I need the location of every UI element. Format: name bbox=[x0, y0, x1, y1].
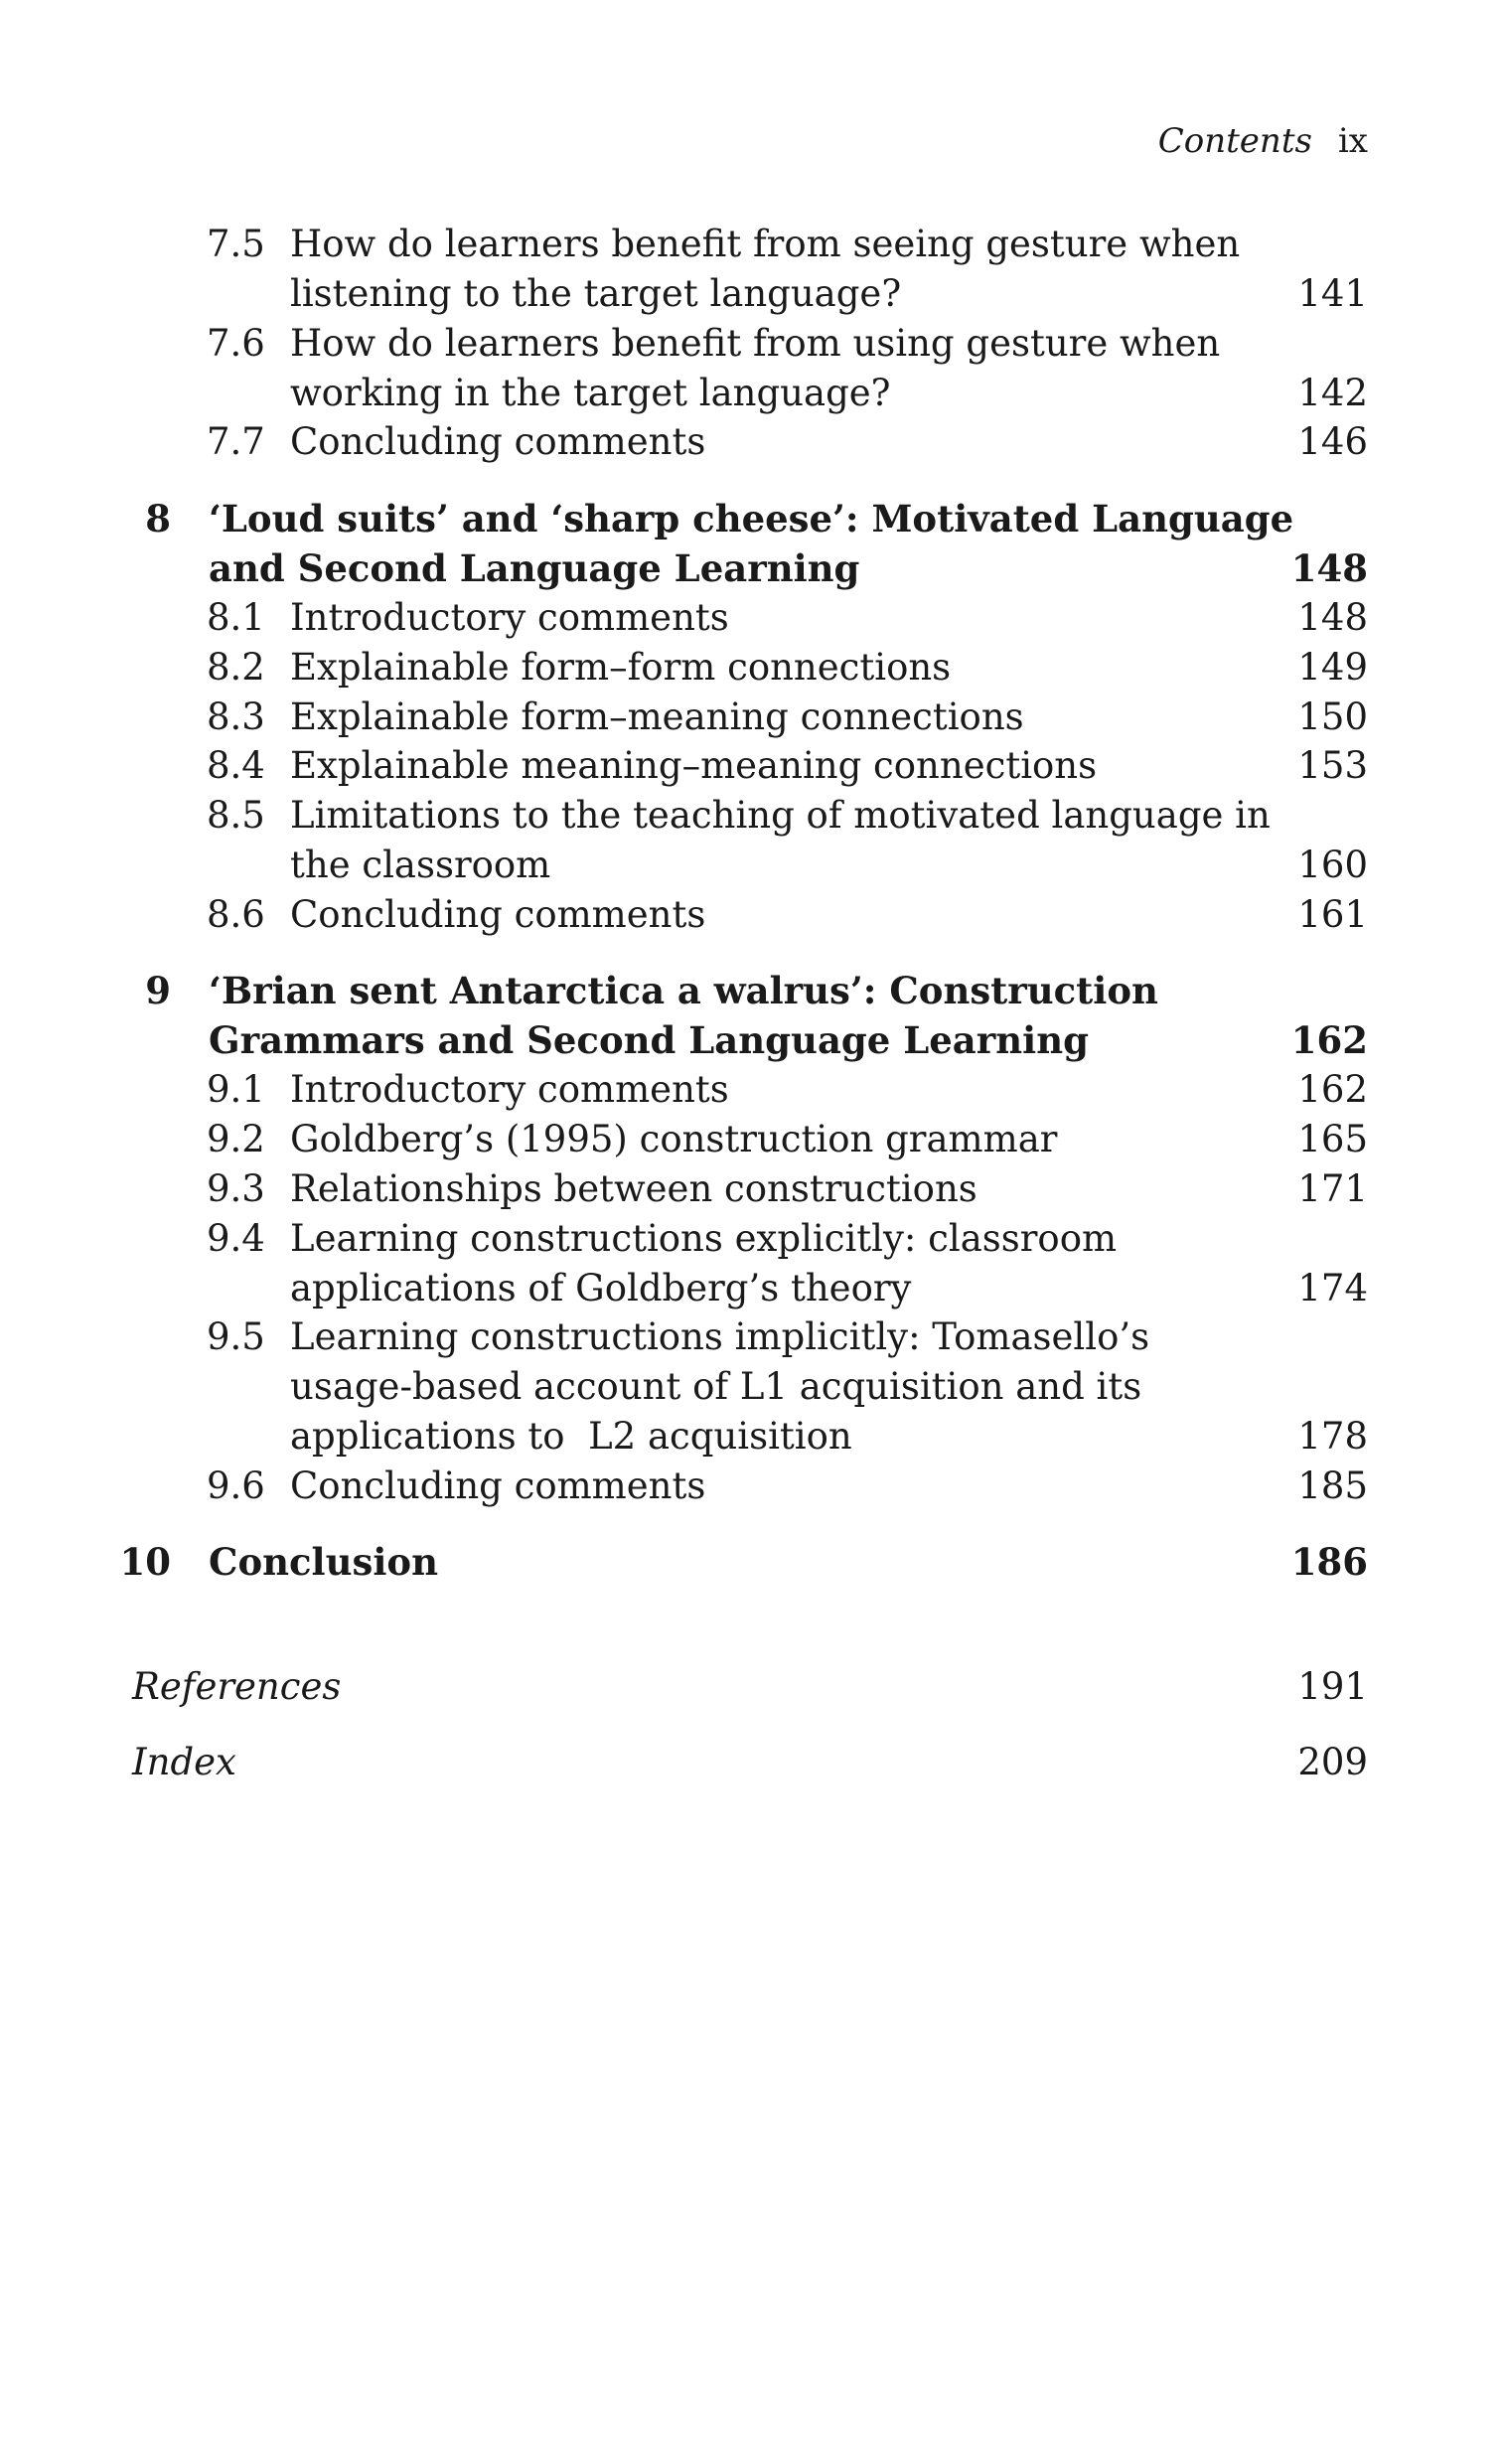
section-title-line: applications to L2 acquisition bbox=[290, 1415, 852, 1458]
toc-entry-9-5[interactable] bbox=[0, 1312, 1502, 1362]
back-matter-title: Index bbox=[132, 1741, 236, 1783]
chapter-number: 9 bbox=[145, 969, 171, 1012]
section-title-line: Concluding comments bbox=[290, 420, 706, 463]
section-number: 8.1 bbox=[207, 596, 265, 639]
page-number: 186 bbox=[1290, 1540, 1368, 1584]
page-number: 162 bbox=[1290, 1018, 1368, 1062]
toc-entry-8-5-cont[interactable] bbox=[0, 841, 1502, 890]
section-title-line: Goldberg’s (1995) construction grammar bbox=[290, 1118, 1058, 1160]
header-page-number: ix bbox=[1337, 121, 1368, 161]
section-number: 7.7 bbox=[207, 420, 265, 463]
toc-entry-9-4-cont[interactable] bbox=[0, 1264, 1502, 1313]
section-number: 8.6 bbox=[207, 893, 265, 936]
section-number: 7.6 bbox=[207, 322, 265, 365]
section-title-line: Learning constructions implicitly: Tomasello’s bbox=[290, 1315, 1150, 1358]
toc-chapter-9[interactable] bbox=[0, 966, 1502, 1015]
section-title-line: Concluding comments bbox=[290, 1464, 706, 1507]
chapter-title-line: Conclusion bbox=[209, 1540, 438, 1584]
page-number: 142 bbox=[1297, 372, 1368, 414]
page-number: 209 bbox=[1297, 1741, 1368, 1783]
section-number: 8.3 bbox=[207, 695, 265, 738]
section-number: 9.1 bbox=[207, 1068, 265, 1111]
chapter-number: 10 bbox=[119, 1540, 171, 1584]
back-matter-title: References bbox=[132, 1665, 342, 1708]
section-title-line: listening to the target language? bbox=[290, 272, 902, 315]
toc-chapter-9-cont[interactable] bbox=[0, 1015, 1502, 1065]
section-title-line: Relationships between constructions bbox=[290, 1167, 977, 1210]
section-title-line: Introductory comments bbox=[290, 1068, 729, 1111]
section-title-line: How do learners benefit from seeing gesture when bbox=[290, 223, 1241, 265]
toc-entry-8-1[interactable] bbox=[0, 593, 1502, 643]
toc-entry-7-6[interactable] bbox=[0, 319, 1502, 369]
section-title-line: Explainable meaning–meaning connections bbox=[290, 744, 1098, 787]
section-title-line: applications of Goldberg’s theory bbox=[290, 1267, 912, 1309]
toc-entry-8-3[interactable] bbox=[0, 693, 1502, 742]
section-number: 9.6 bbox=[207, 1464, 265, 1507]
toc-chapter-8[interactable] bbox=[0, 494, 1502, 543]
toc-entry-8-4[interactable] bbox=[0, 741, 1502, 791]
section-title-line: usage-based account of L1 acquisition and its bbox=[290, 1365, 1142, 1408]
toc-references[interactable] bbox=[0, 1662, 1502, 1712]
page-number: 185 bbox=[1297, 1464, 1368, 1507]
page-number: 171 bbox=[1297, 1167, 1368, 1210]
section-number: 9.3 bbox=[207, 1167, 265, 1210]
page-number: 178 bbox=[1297, 1415, 1368, 1458]
section-title-line: Learning constructions explicitly: classroom bbox=[290, 1217, 1118, 1260]
page-number: 165 bbox=[1297, 1118, 1368, 1160]
section-title-line: Concluding comments bbox=[290, 893, 706, 936]
section-title-line: How do learners benefit from using gesture when bbox=[290, 322, 1221, 365]
toc-index[interactable] bbox=[0, 1738, 1502, 1787]
section-title-line: Introductory comments bbox=[290, 596, 729, 639]
page-number: 150 bbox=[1297, 695, 1368, 738]
toc-entry-9-3[interactable] bbox=[0, 1164, 1502, 1214]
toc-chapter-10[interactable] bbox=[0, 1537, 1502, 1587]
page-header bbox=[1158, 117, 1368, 165]
page-number: 153 bbox=[1297, 744, 1368, 787]
toc-entry-9-1[interactable] bbox=[0, 1065, 1502, 1115]
section-title-line: Explainable form–meaning connections bbox=[290, 695, 1024, 738]
toc-entry-8-2[interactable] bbox=[0, 643, 1502, 693]
toc-chapter-8-cont[interactable] bbox=[0, 543, 1502, 593]
section-number: 9.4 bbox=[207, 1217, 265, 1260]
page-number: 149 bbox=[1297, 646, 1368, 689]
chapter-title-line: Grammars and Second Language Learning bbox=[209, 1018, 1089, 1062]
chapter-title-line: and Second Language Learning bbox=[209, 546, 860, 590]
toc-entry-8-6[interactable] bbox=[0, 890, 1502, 940]
section-title-line: the classroom bbox=[290, 844, 551, 886]
section-number: 8.4 bbox=[207, 744, 265, 787]
running-title: Contents bbox=[1157, 121, 1312, 161]
toc-entry-9-5-cont[interactable] bbox=[0, 1362, 1502, 1412]
toc-entry-9-6[interactable] bbox=[0, 1462, 1502, 1511]
toc-entry-7-5-cont[interactable] bbox=[0, 269, 1502, 319]
section-number: 8.2 bbox=[207, 646, 265, 689]
page-number: 161 bbox=[1297, 893, 1368, 936]
page-number: 191 bbox=[1297, 1665, 1368, 1708]
page-number: 146 bbox=[1297, 420, 1368, 463]
page-number: 162 bbox=[1297, 1068, 1368, 1111]
section-number: 7.5 bbox=[207, 223, 265, 265]
page-number: 160 bbox=[1297, 844, 1368, 886]
section-title-line: working in the target language? bbox=[290, 372, 891, 414]
section-number: 8.5 bbox=[207, 794, 265, 837]
section-title-line: Explainable form–form connections bbox=[290, 646, 952, 689]
chapter-title-line: ‘Brian sent Antarctica a walrus’: Construction bbox=[209, 969, 1158, 1012]
page-number: 141 bbox=[1297, 272, 1368, 315]
section-title-line: Limitations to the teaching of motivated language in bbox=[290, 794, 1271, 837]
toc-entry-9-5-cont-2[interactable] bbox=[0, 1412, 1502, 1462]
chapter-number: 8 bbox=[145, 497, 171, 540]
toc-entry-7-7[interactable] bbox=[0, 417, 1502, 467]
chapter-title-line: ‘Loud suits’ and ‘sharp cheese’: Motivated Language bbox=[209, 497, 1294, 540]
toc-entry-7-5[interactable] bbox=[0, 220, 1502, 269]
section-number: 9.2 bbox=[207, 1118, 265, 1160]
page-number: 148 bbox=[1297, 596, 1368, 639]
section-number: 9.5 bbox=[207, 1315, 265, 1358]
toc-entry-8-5[interactable] bbox=[0, 791, 1502, 841]
toc-entry-9-2[interactable] bbox=[0, 1115, 1502, 1164]
page-number: 174 bbox=[1297, 1267, 1368, 1309]
toc-entry-7-6-cont[interactable] bbox=[0, 369, 1502, 418]
page-number: 148 bbox=[1290, 546, 1368, 590]
toc-entry-9-4[interactable] bbox=[0, 1214, 1502, 1264]
